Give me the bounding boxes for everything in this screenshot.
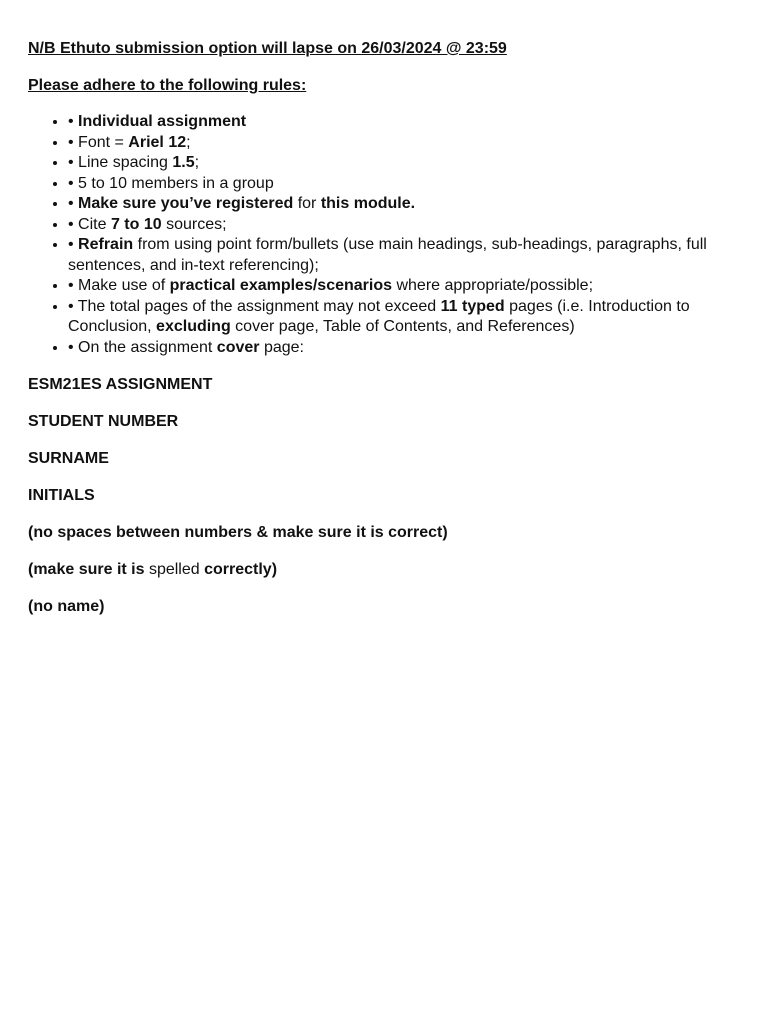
bold-text: Make sure you’ve registered	[78, 195, 294, 212]
bold-text: 1.5	[172, 154, 195, 171]
bold-text: Refrain	[78, 236, 134, 253]
bold-text: Ariel 12	[128, 133, 187, 151]
text-run: • Line spacing	[68, 154, 173, 171]
text-run: • Cite	[68, 215, 111, 233]
text-run: page:	[259, 338, 304, 356]
cover-name-note: (no name)	[28, 598, 105, 615]
bold-text: (make sure it is	[28, 561, 149, 578]
cover-student-number: STUDENT NUMBER	[28, 413, 179, 430]
bold-text: this module.	[320, 195, 416, 212]
rules-list	[28, 112, 740, 358]
rule-item	[68, 235, 740, 276]
cover-surname: SURNAME	[28, 450, 109, 467]
text-run: •	[68, 195, 79, 212]
text-run: • Make use of	[68, 277, 170, 294]
text-run: • Font =	[68, 133, 129, 151]
text-run: • 5 to 10 members in a group	[68, 174, 274, 192]
rule-item	[68, 153, 740, 174]
cover-assignment-title: ESM21ES ASSIGNMENT	[28, 376, 213, 393]
cover-number-note: (no spaces between numbers & make sure it is correct)	[28, 524, 448, 541]
bold-text: 11 typed	[440, 297, 505, 315]
text-run: spelled	[148, 561, 200, 578]
bold-text: 7 to 10	[110, 215, 162, 233]
text-run: from using point form/bullets (use main headings, sub-headings, paragraphs, full sentences, and in-text referencing);	[68, 236, 707, 274]
submission-notice: N/B Ethuto submission option will lapse on 26/03/2024 @ 23:59	[28, 40, 507, 57]
rule-item	[68, 174, 740, 195]
text-run: cover page, Table of Contents, and References)	[230, 318, 575, 335]
text-run: sources;	[161, 215, 227, 233]
text-run: •	[68, 113, 79, 130]
rule-item	[68, 297, 740, 338]
cover-spelling-note	[28, 559, 740, 580]
cover-initials: INITIALS	[28, 487, 95, 504]
rule-item	[68, 215, 740, 236]
text-run: • The total pages of the assignment may not exceed	[68, 297, 441, 315]
rules-heading: Please adhere to the following rules:	[28, 77, 307, 94]
text-run: • On the assignment	[68, 338, 217, 356]
text-run: for	[293, 195, 321, 212]
rule-item	[68, 338, 740, 359]
bold-text: Individual assignment	[78, 113, 247, 130]
text-run: ;	[194, 154, 200, 171]
text-run: pages (i.e. Introduction to Conclusion,	[68, 297, 690, 335]
bold-text: excluding	[156, 318, 231, 335]
rule-item	[68, 194, 740, 215]
text-run: •	[68, 236, 79, 253]
rule-item	[68, 276, 740, 297]
text-run: where appropriate/possible;	[392, 277, 594, 294]
rule-item	[68, 133, 740, 154]
bold-text: correctly)	[199, 561, 278, 578]
text-run: ;	[186, 133, 191, 151]
rule-item	[68, 112, 740, 133]
bold-text: cover	[216, 338, 260, 356]
bold-text: practical examples/scenarios	[169, 277, 393, 294]
